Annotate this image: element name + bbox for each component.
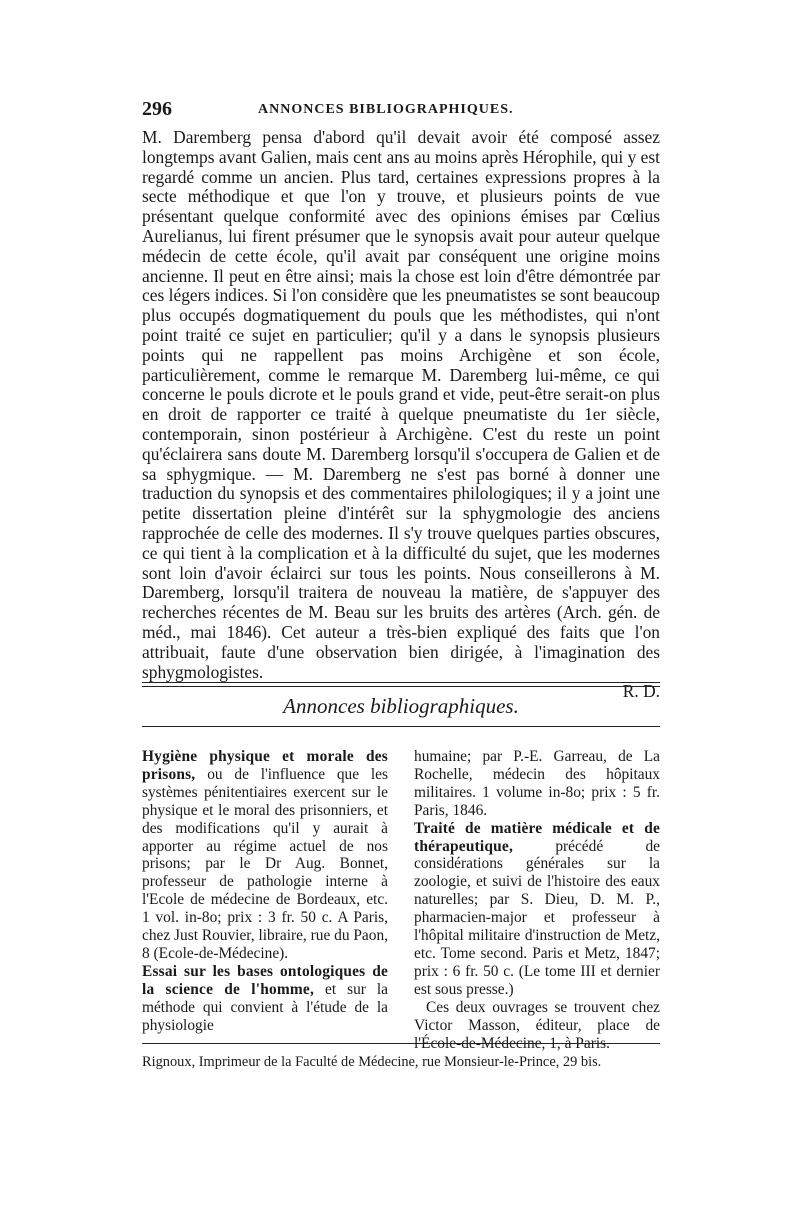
body-paragraph: M. Daremberg pensa d'abord qu'il devait avoir été composé assez longtemps avant Galien, mais cent ans au moins après Hérophile, qui y est regardé comme un ancien. Plus tard, certaines expressions propres à la secte méthodique et que l'on y trouve, et plusieurs points de vue présentant quelque conformité avec des opinions émises par Cœlius Aurelianus, lui firent présumer que le synopsis avait pour auteur quelque médecin de cette école, qu'il avait par conséquent une origine moins ancienne. Il peut en être ainsi; mais la chose est loin d'être démontrée par ces légers indices. Si l'on considère que les pneumatistes se sont beaucoup plus occupés dogmatiquement du pouls que les méthodistes, qui n'ont point traité ce sujet en particulier; qu'il y a dans le synopsis plusieurs points qui ne rappellent pas moins Archigène et son école, particulièrement, comme le remarque M. Daremberg lui-même, ce qui concerne le pouls dicrote et le pouls grand et vide, peut-être serait-on plus en droit de rapporter ce traité à quelque pneumatiste du 1er siècle, contemporain, sinon postérieur à Archigène. C'est du reste un point qu'éclairera sans doute M. Daremberg lorsqu'il s'occupera de Galien et de sa sphygmique. — M. Daremberg ne s'est pas borné à donner une traduction du synopsis et des commentaires philologiques; il y a joint une petite dissertation pleine d'intérêt sur la sphygmologie des anciens rapprochée de celle des modernes. Il s'y trouve quelques parties obscures, ce qui tient à la complication et à la difficulté du sujet, que les modernes sont loin d'avoir éclairci sur tous les points. Nous conseillerons à M. Daremberg, lorsqu'il traitera de nouveau la matière, de s'appuyer des recherches récentes de M. Beau sur les bruits des artères (Arch. gén. de méd., mai 1846). Cet auteur a très-bien expliqué des faits que l'on attribuait, faute d'une observation bien dirigée, à l'imagination des sphygmologistes. — [142, 127, 660, 682]
entry-title: Essai sur les bases ontologiques de la science de l'homme, — [142, 962, 388, 998]
section-rule-top-2 — [142, 686, 660, 687]
left-column — [142, 748, 388, 1035]
main-text — [142, 128, 660, 702]
section-rule-bottom — [142, 726, 660, 727]
entry-text: ou de l'influence que les systèmes pénitentiaires exercent sur le physique et le moral des prisonniers, et des modifications qu'il y aurait à apporter au régime actuel de nos prisons; par le Dr Aug. Bonnet, professeur de pathologie interne à l'Ecole de médecine de Bordeaux, etc. 1 vol. in-8o; prix : 3 fr. 50 c. A Paris, chez Just Rouvier, libraire, rue du Paon, 8 (Ecole-de-Médecine). — [142, 765, 388, 962]
running-head: ANNONCES BIBLIOGRAPHIQUES. — [258, 102, 514, 117]
entry-title: Hygiène physique et morale des prisons, — [142, 748, 388, 783]
bibliographic-note — [414, 999, 660, 1053]
entry-text: humaine; par P.-E. Garreau, de La Rochelle, médecin des hôpitaux militaires. 1 volume in-8o; prix : 5 fr. Paris, 1846. — [414, 748, 660, 819]
page-header — [142, 98, 660, 124]
section-title: Annonces bibliographiques. — [283, 694, 519, 718]
note-text: Ces deux ouvrages se trouvent chez Victor Masson, éditeur, place de l'École-de-Médecine, 1, à Paris. — [414, 998, 660, 1052]
bibliographic-entry — [414, 820, 660, 999]
bibliographic-entry — [142, 963, 388, 1035]
entry-title: Traité de matière médicale et de thérapeutique, — [414, 819, 660, 855]
footer-rule — [142, 1043, 660, 1044]
bibliographic-entry — [414, 748, 660, 820]
section-rule-top — [142, 682, 660, 683]
signature: R. D. — [622, 681, 660, 702]
entry-text: précédé de considérations générales sur la zoologie, et suivi de l'histoire des eaux naturelles; par S. Dieu, D. M. P., pharmacien-major et professeur à l'hôpital militaire d'instruction de Metz, etc. Tome second. Paris et Metz, 1847; prix : 6 fr. 50 c. (Le tome III et dernier est sous presse.) — [414, 837, 660, 998]
bibliographic-entry — [142, 748, 388, 963]
page-number: 296 — [142, 98, 172, 120]
printer-footer: Rignoux, Imprimeur de la Faculté de Médecine, rue Monsieur-le-Prince, 29 bis. — [142, 1054, 602, 1070]
right-column — [414, 748, 660, 1052]
entry-text: et sur la méthode qui convient à l'étude de la physiologie — [142, 980, 388, 1034]
